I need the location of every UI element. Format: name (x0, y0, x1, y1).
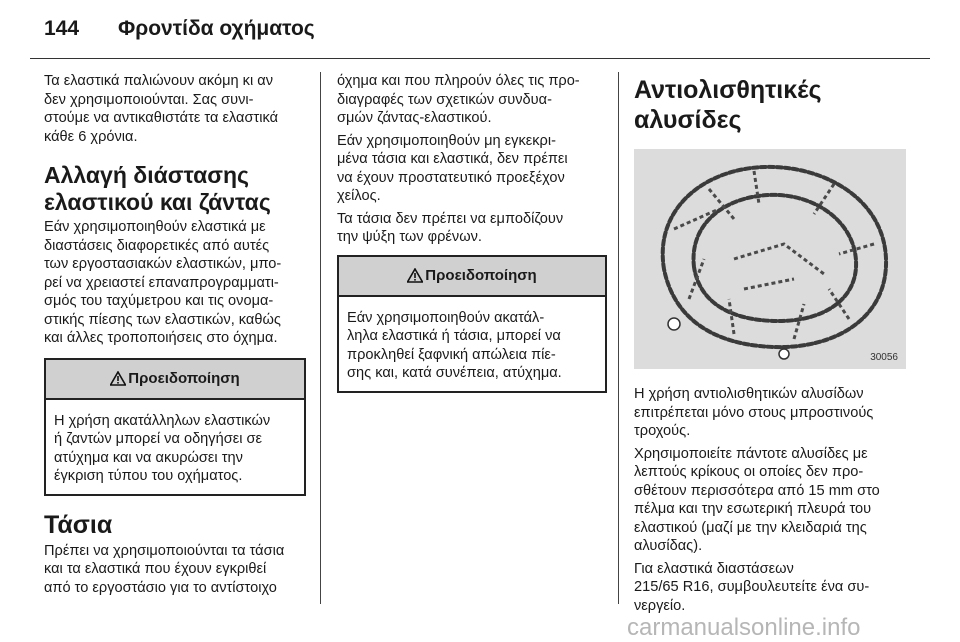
warning-body: Εάν χρησιμοποιηθούν ακατάλ- ληλα ελαστικά ή τάσια, μπορεί να προκληθεί ξαφνική απώλεια πίε- σης και, κατά συνέπεια, ατύχημα. (347, 309, 562, 381)
column-2 (337, 72, 607, 407)
snow-chain-drawing (634, 149, 906, 369)
intro-paragraph: Τα ελαστικά παλιώνουν ακόμη κι αν δεν χρησιμοποιούνται. Σας συνι- στούμε να αντικαθιστάτε τα ελαστικά κάθε 6 χρόνια. (44, 73, 279, 145)
heading-size-change: Αλλαγή διάστασης ελαστικού και ζάντας (44, 162, 271, 215)
warning-body: Η χρήση ακατάλληλων ελαστικών ή ζαντών μπορεί να οδηγήσει σε ατύχημα και να ακυρώσει την έγκριση τύπου του οχήματος. (54, 412, 271, 484)
column-1 (44, 72, 306, 601)
warning-title: Προειδοποίηση (425, 267, 537, 284)
column-3 (634, 75, 906, 619)
wheel-covers-paragraph: Πρέπει να χρησιμοποιούνται τα τάσια και τα ελαστικά που έχουν εγκριθεί από το εργοστάσιο για το αντίστοιχο (44, 542, 285, 596)
thin-chains-paragraph: Χρησιμοποιείτε πάντοτε αλυσίδες με λεπτούς κρίκους οι οποίες δεν προ- σθέτουν περισσότερα από 15 mm στο πέλμα και την εσωτερική πλευρά του ελαστικού (μαζί με την κλειδαριά της αλυσίδας). (634, 445, 880, 554)
size-change-paragraph: Εάν χρησιμοποιηθούν ελαστικά με διαστάσεις διαφορετικές από αυτές των εργοστασιακών ελαστικών, μπο- ρεί να χρειαστεί επαναπρογραμματι- σμός του ταχύμετρου και τις ονομα- στικής πίεσης των ελαστικών, καθώς και άλλες τροποποιήσεις στο όχημα. (44, 219, 282, 346)
snow-chains-illustration (634, 149, 906, 369)
wheel-covers-continued: όχημα και που πληρούν όλες τις προ- διαγραφές των σχετικών συνδυα- σμών ζάντας-ελαστικού. (337, 73, 580, 126)
column-divider-1 (320, 72, 321, 604)
column-divider-2 (618, 72, 619, 604)
tyre-size-paragraph: Για ελαστικά διαστάσεων 215/65 R16, συμβουλευτείτε ένα συ- νεργείο. (634, 560, 870, 614)
warning-triangle-icon (407, 268, 423, 283)
page-title: Φροντίδα οχήματος (118, 17, 315, 40)
warning-box-2 (337, 255, 607, 393)
warning-triangle-icon (110, 371, 126, 386)
heading-wheel-covers: Τάσια (44, 510, 113, 539)
warning-header (339, 257, 605, 297)
figure-number: 30056 (870, 352, 898, 363)
header-rule (30, 58, 930, 59)
watermark-logo: carmanualsonline.info (627, 614, 861, 641)
warning-header (46, 360, 304, 400)
warning-box-1 (44, 358, 306, 496)
front-wheels-paragraph: Η χρήση αντιολισθητικών αλυσίδων επιτρέπεται μόνο στους μπροστινούς τροχούς. (634, 386, 874, 439)
unapproved-covers-paragraph: Εάν χρησιμοποιηθούν μη εγκεκρι- μένα τάσια και ελαστικά, δεν πρέπει να έχουν προστατευτικό προεξέχον χείλος. (337, 132, 568, 204)
warning-title: Προειδοποίηση (128, 370, 240, 387)
page-number: 144 (44, 17, 80, 40)
heading-snow-chains: Αντιολισθητικές αλυσίδες (634, 76, 822, 134)
brake-cooling-paragraph: Τα τάσια δεν πρέπει να εμποδίζουν την ψύξη των φρένων. (337, 210, 564, 245)
page-header (0, 0, 960, 58)
